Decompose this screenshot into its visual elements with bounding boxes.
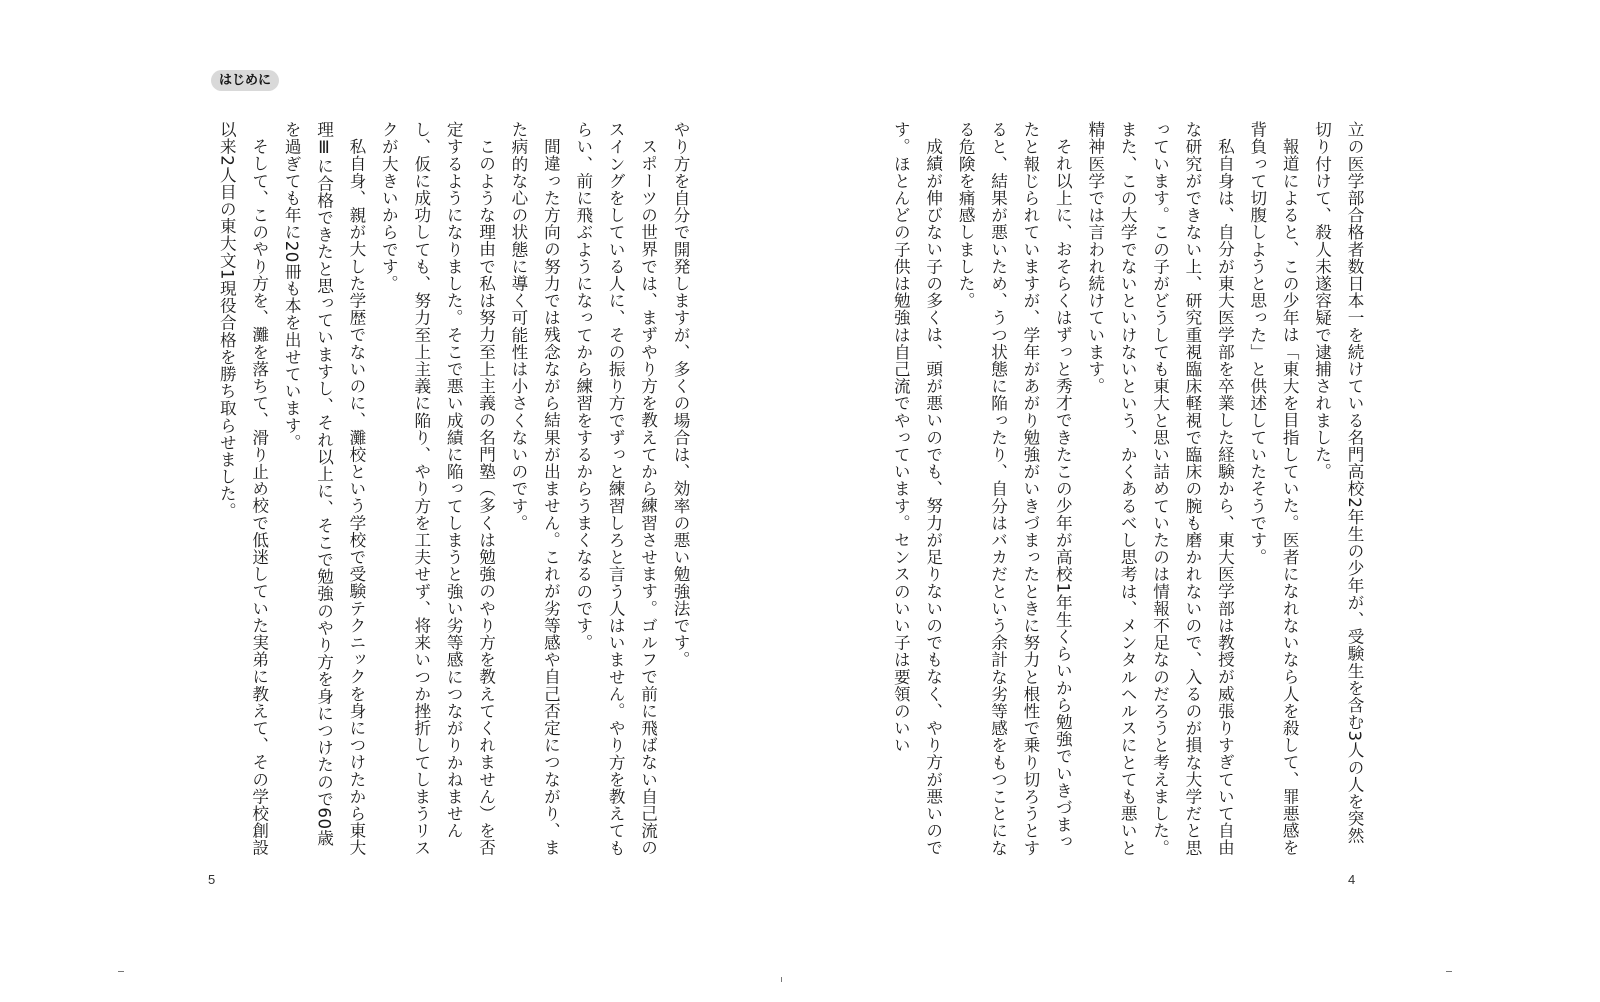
paragraph: それ以上に、おそらくはずっと秀才できたこの少年が高校1年生くらいから勉強でいきづまったと報じられていますが、学年があがり勉強がいきづまったときに努力と根性で乗り切ろうとすると、結果が悪いため、うつ状態に陥ったり、自分はバカだという余計な劣等感をもつことになる危険を痛感しました。 xyxy=(956,121,1073,857)
paragraph: 報道によると、この少年は「東大を目指していた。医者になれないなら人を殺して、罪悪感を背負って切腹しようと思った」と供述していたそうです。 xyxy=(1247,121,1300,856)
paragraph: スポーツの世界では、まずやり方を教えてから練習させます。ゴルフで前に飛ばない自己流のスイングをしている人に、その振り方でずっと練習しろと言う人はいません。やり方を教えてもらい、前に飛ぶようになってから練習をするからうまくなるのです。 xyxy=(573,121,658,857)
left-page-body xyxy=(206,121,696,861)
crop-mark-center xyxy=(781,977,782,982)
paragraph: やり方を自分で開発しますが、多くの場合は、効率の悪い勉強法です。 xyxy=(671,121,690,669)
crop-mark-right xyxy=(1446,971,1452,972)
page-number-left: 5 xyxy=(208,872,216,887)
paragraph: 私自身、親が大した学歴でないのに、灘校という学校で受験テクニックを身につけたから東大理Ⅲに合格できたと思っていますし、それ以上に、そこで勉強のやり方を身につけたので60歳を過ぎても年に20冊も本を出せています。 xyxy=(282,121,366,856)
section-tag: はじめに xyxy=(211,70,279,91)
crop-mark-left xyxy=(118,971,124,972)
page-number-right: 4 xyxy=(1348,872,1356,887)
paragraph: 立の医学部合格者数日本一を続けている名門高校2年生の少年が、受験生を含む3人の人を突然切り付けて、殺人未遂容疑で逮捕されました。 xyxy=(1312,121,1364,845)
paragraph: このような理由で私は努力至上主義の名門塾（多くは勉強のやり方を教えてくれません）を否定するようになりました。そこで悪い成績に陥ってしまうと強い劣等感につながりかねませんし、仮に成功しても、努力至上主義に陥り、やり方を工夫せず、将来いつか挫折してしまうリスクが大きいからです。 xyxy=(379,121,496,857)
paragraph: 成績が伸びない子の多くは、頭が悪いのでも、努力が足りないのでもなく、やり方が悪いのです。ほとんどの子供は勉強は自己流でやっています。センスのいい子は要領のいい xyxy=(891,121,943,856)
paragraph: 私自身は、自分が東大医学部を卒業した経験から、東大医学部は教授が威張りすぎていて自由な研究ができない上、研究重視臨床軽視で臨床の腕も磨かれないので、入るのが損な大学だと思っています。この子がどうしても東大と思い詰めていたのは情報不足なのだろうと考えました。また、この大学でないといけないという、かくあるべし思考は、メンタルヘルスにとても悪いと精神医学では言われ続けています。 xyxy=(1085,121,1235,857)
right-page-body xyxy=(880,121,1370,861)
paragraph: そして、このやり方を、灘を落ちて、滑り止め校で低迷していた実弟に教えて、その学校創設以来2人目の東大文1現役合格を勝ち取らせました。 xyxy=(217,121,269,856)
paragraph: 間違った方向の努力では残念ながら結果が出ません。これが劣等感や自己否定につながり、また病的な心の状態に導く可能性は小さくないのです。 xyxy=(508,121,561,856)
